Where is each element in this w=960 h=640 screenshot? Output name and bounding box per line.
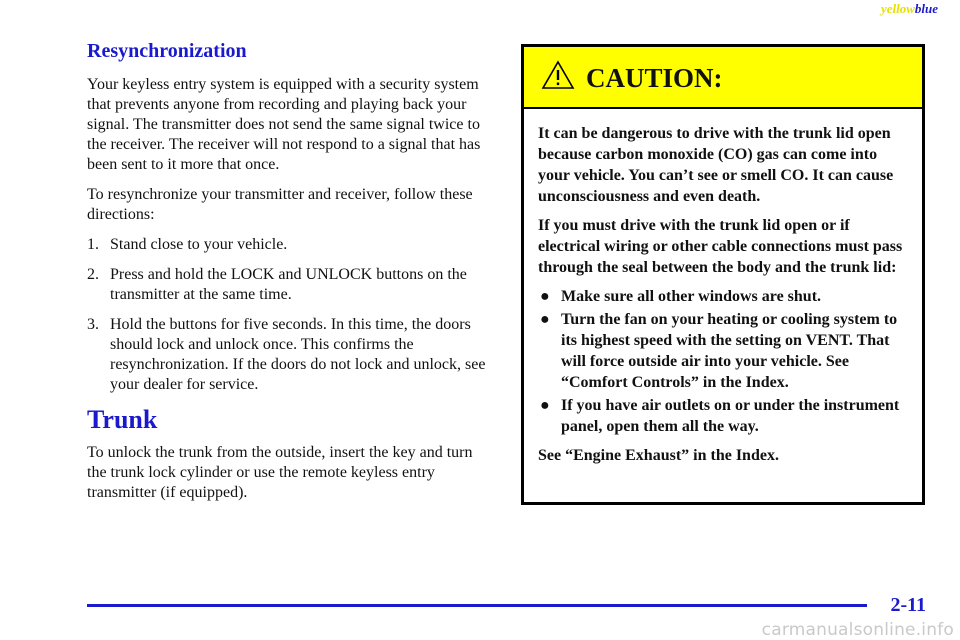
resync-steps — [87, 235, 492, 395]
step-text: Stand close to your vehicle. — [110, 236, 288, 253]
heading-trunk: Trunk — [87, 405, 158, 434]
caution-bullets — [538, 286, 908, 437]
resync-paragraph-1: Your keyless entry system is equipped with a security system that prevents anyone from recording and playing back your signal. The transmitter does not send the same signal twice to the receiver. The receiver will not respond to a signal that has been sent to it more that once. — [87, 76, 481, 173]
footer-rule — [87, 604, 867, 607]
print-color-tag — [881, 1, 938, 17]
step-text: Hold the buttons for five seconds. In this time, the doors should lock and unlock once. This confirms the resynchronization. If the doors do not lock and unlock, see your dealer for service. — [110, 316, 486, 393]
warning-triangle-icon — [541, 60, 575, 90]
step-item — [87, 315, 492, 395]
bullet-text: If you have air outlets on or under the instrument panel, open them all the way. — [561, 397, 900, 435]
caution-paragraph-1: It can be dangerous to drive with the trunk lid open because carbon monoxide (CO) gas can come into your vehicle. You can’t see or smell CO. It can cause unconsciousness and even death. — [538, 125, 894, 205]
caution-bullet-item — [538, 286, 908, 307]
caution-title: CAUTION: — [586, 63, 723, 93]
step-number: 3. — [87, 316, 99, 333]
tag-yellow: yellow — [880, 1, 915, 16]
caution-box — [521, 44, 925, 505]
step-number: 1. — [87, 236, 99, 253]
bullet-text: Turn the fan on your heating or cooling system to its highest speed with the setting on VENT. That will force outside air into your vehicle. See “Comfort Controls” in the Index. — [561, 311, 898, 391]
bullet-dot-icon: ● — [540, 311, 550, 328]
caution-paragraph-3: See “Engine Exhaust” in the Index. — [538, 447, 779, 464]
step-number: 2. — [87, 266, 99, 283]
heading-resynchronization: Resynchronization — [87, 40, 247, 62]
step-text: Press and hold the LOCK and UNLOCK buttons on the transmitter at the same time. — [110, 266, 467, 303]
bullet-text: Make sure all other windows are shut. — [561, 288, 822, 305]
caution-bullet-item — [538, 395, 908, 437]
bullet-dot-icon: ● — [540, 288, 550, 305]
bullet-dot-icon: ● — [540, 397, 550, 414]
trunk-paragraph: To unlock the trunk from the outside, insert the key and turn the trunk lock cylinder or use the remote keyless entry transmitter (if equipped). — [87, 444, 473, 501]
tag-blue: blue — [914, 1, 938, 16]
left-column — [87, 40, 492, 513]
page-number: 2-11 — [890, 594, 926, 616]
watermark: carmanualsonline.info — [761, 620, 954, 640]
caution-paragraph-2: If you must drive with the trunk lid open or if electrical wiring or other cable connections must pass through the seal between the body and the trunk lid: — [538, 217, 903, 276]
resync-paragraph-2: To resynchronize your transmitter and receiver, follow these directions: — [87, 186, 473, 223]
caution-header — [524, 47, 922, 109]
caution-bullet-item — [538, 309, 908, 393]
step-item — [87, 265, 492, 305]
step-item — [87, 235, 492, 255]
caution-body — [524, 109, 922, 466]
